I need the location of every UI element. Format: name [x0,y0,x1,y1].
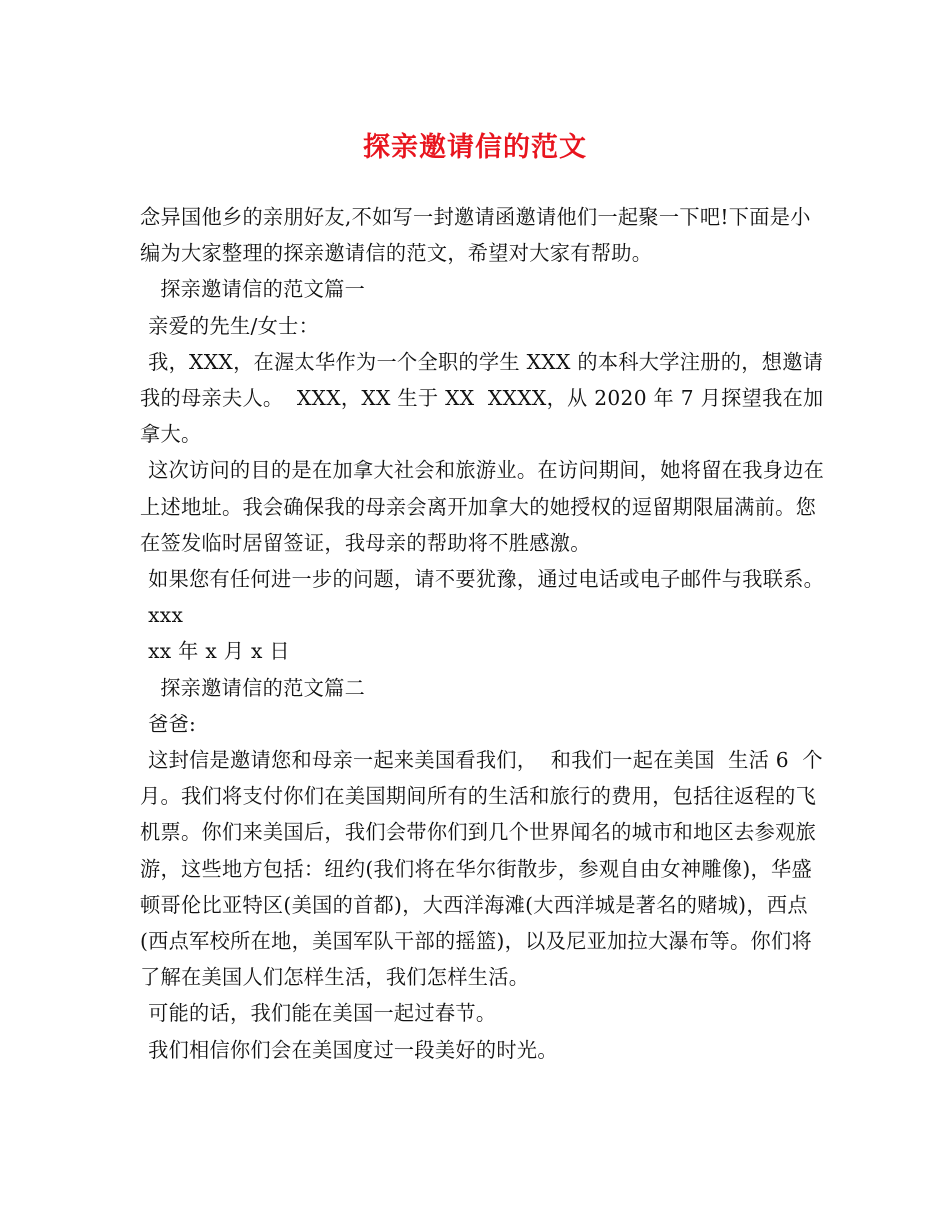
salutation-1: 亲爱的先生/女士： [148,313,320,338]
signature-date: xx 年 x 月 x 日 [148,639,290,664]
document-body [140,199,830,1068]
letter1-paragraph: 如果您有任何进一步的问题，请不要犹豫，通过电话或电子邮件与我联系。 [148,567,825,592]
letter2-paragraph: 这封信是邀请您和母亲一起来美国看我们， 和我们一起在美国 生活 6 个月。我们将支付你们在美国期间所有的生活和旅行的费用，包括往返程的飞机票。你们来美国后，我们会带你们到几个世界闻名的城市和地区去参观旅游，这些地方包括：纽约(我们将在华尔街散步，参观自由女神雕像)，华盛顿哥伦比亚特区(美国的首都)，大西洋海滩(大西洋城是著名的赌城)，西点(西点军校所在地，美国军队干部的摇篮)，以及尼亚加拉大瀑布等。你们将了解在美国人们怎样生活，我们怎样生活。 [140,748,823,990]
letter2-paragraph: 我们相信你们会在美国度过一段美好的时光。 [148,1037,558,1062]
letter2-paragraph: 可能的话，我们能在美国一起过春节。 [148,1001,497,1026]
letter1-paragraph: 我，XXX，在渥太华作为一个全职的学生 XXX 的本科大学注册的，想邀请我的母亲夫人。 XXX，XX 生于 XX XXXX，从 2020 年 7 月探望我在加拿大。 [140,349,824,447]
section-heading-2: 探亲邀请信的范文篇二 [160,675,366,700]
section-heading-1: 探亲邀请信的范文篇一 [160,277,366,302]
page-title: 探亲邀请信的范文 [363,132,587,163]
salutation-2: 爸爸: [148,711,197,736]
letter1-paragraph: 这次访问的目的是在加拿大社会和旅游业。在访问期间，她将留在我身边在上述地址。我会确保我的母亲会离开加拿大的她授权的逗留期限届满前。您在签发临时居留签证，我母亲的帮助将不胜感激。 [140,458,825,555]
signature-name: xxx [148,603,184,628]
intro-paragraph: 念异国他乡的亲朋好友,不如写一封邀请函邀请他们一起聚一下吧!下面是小编为大家整理的探亲邀请信的范文，希望对大家有帮助。 [140,205,811,266]
